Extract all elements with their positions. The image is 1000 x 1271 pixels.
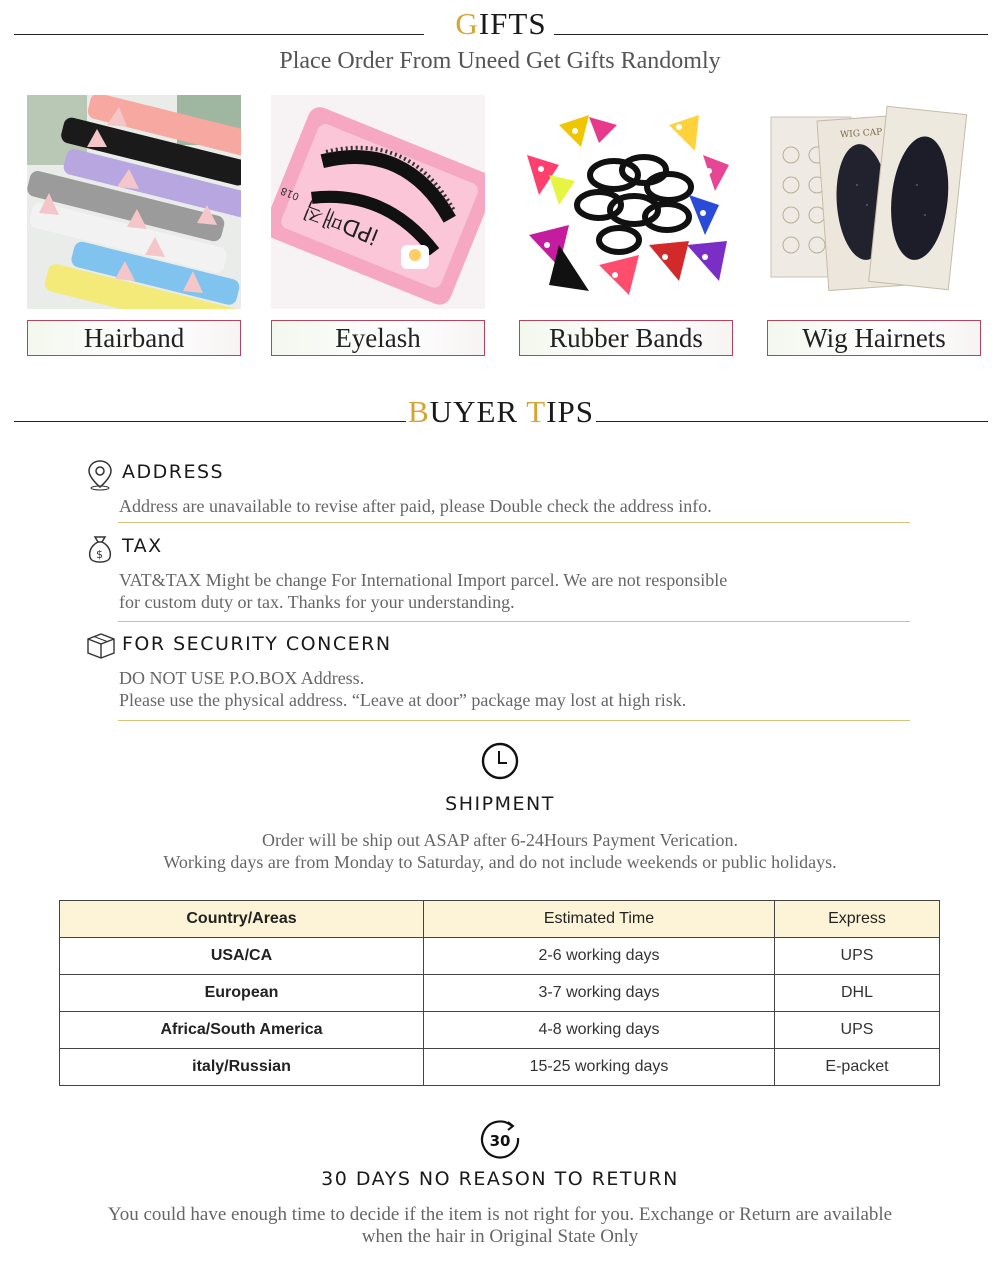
- buyer-tips-title: BUYER TIPS: [407, 394, 594, 429]
- cell-express: UPS: [775, 938, 940, 975]
- svg-text:30: 30: [489, 1132, 511, 1150]
- table-header-row: [60, 901, 940, 938]
- clock-icon: [0, 741, 1000, 783]
- thirty-day-return-icon: [0, 1118, 1000, 1162]
- shipment-text: Order will be ship out ASAP after 6-24Hours Payment Verication. Working days are from Monday to Saturday, and do not include weekends or public holidays.: [163, 830, 837, 872]
- cell-country: Africa/South America: [60, 1012, 424, 1049]
- svg-text:iPD매직: iPD매직: [299, 195, 383, 249]
- buyer-tips-heading: [14, 394, 988, 434]
- tip-body: DO NOT USE P.O.BOX Address. Please use the physical address. “Leave at door” package may lost at high risk.: [119, 668, 687, 710]
- cell-express: E-packet: [775, 1049, 940, 1086]
- cell-time: 2-6 working days: [424, 938, 775, 975]
- wig-hairnets-photo: [767, 95, 981, 309]
- table-row: [60, 1049, 940, 1086]
- tip-title: FOR SECURITY CONCERN: [122, 633, 392, 655]
- shipment-section: [0, 741, 1000, 873]
- returns-section: [0, 1118, 1000, 1248]
- eyelash-photo: [271, 95, 485, 309]
- gifts-heading: [14, 6, 988, 46]
- header-express: Express: [775, 901, 940, 938]
- gift-label-eyelash: Eyelash: [271, 320, 485, 356]
- svg-text:$: $: [96, 548, 103, 561]
- tip-tax: [86, 533, 916, 628]
- table-row: [60, 1012, 940, 1049]
- tip-divider: [118, 522, 910, 523]
- cell-time: 3-7 working days: [424, 975, 775, 1012]
- table-row: [60, 975, 940, 1012]
- hairband-photo: [27, 95, 241, 309]
- gifts-title: GIFTS: [455, 6, 547, 41]
- cell-country: USA/CA: [60, 938, 424, 975]
- shipping-table: [59, 900, 940, 1086]
- package-box-icon: [86, 631, 114, 661]
- rubber-bands-photo: [519, 95, 733, 309]
- cell-country: European: [60, 975, 424, 1012]
- gift-card-eyelash: [271, 95, 485, 357]
- cell-express: DHL: [775, 975, 940, 1012]
- cell-time: 4-8 working days: [424, 1012, 775, 1049]
- money-bag-icon: [86, 533, 114, 563]
- cell-country: italy/Russian: [60, 1049, 424, 1086]
- shipment-title: SHIPMENT: [445, 793, 555, 815]
- location-pin-icon: [86, 459, 114, 489]
- cell-express: UPS: [775, 1012, 940, 1049]
- header-country: Country/Areas: [60, 901, 424, 938]
- gift-label-rubber-bands: Rubber Bands: [519, 320, 733, 356]
- tip-divider: [118, 621, 910, 622]
- returns-title: 30 DAYS NO REASON TO RETURN: [321, 1168, 679, 1190]
- gift-card-hairband: [27, 95, 241, 357]
- tip-address: [86, 459, 916, 529]
- gift-label-wig-hairnets: Wig Hairnets: [767, 320, 981, 356]
- tip-title: TAX: [122, 535, 163, 557]
- tip-security: [86, 631, 916, 726]
- gift-label-hairband: Hairband: [27, 320, 241, 356]
- cell-time: 15-25 working days: [424, 1049, 775, 1086]
- svg-text:018: 018: [279, 184, 302, 202]
- table-row: [60, 938, 940, 975]
- tip-title: ADDRESS: [122, 461, 225, 483]
- svg-text:WIG CAP: WIG CAP: [839, 127, 883, 141]
- tip-body: Address are unavailable to revise after paid, please Double check the address info.: [119, 496, 712, 516]
- header-estimated-time: Estimated Time: [424, 901, 775, 938]
- tip-body: VAT&TAX Might be change For International Import parcel. We are not responsible for custom duty or tax. Thanks for your understanding.: [119, 570, 728, 612]
- returns-text: You could have enough time to decide if the item is not right for you. Exchange or Return are available when the hair in Original State Only: [107, 1204, 893, 1247]
- gift-card-wig-hairnets: [767, 95, 981, 357]
- tip-divider: [118, 720, 910, 721]
- gift-card-rubber-bands: [519, 95, 733, 357]
- gifts-subtitle: Place Order From Uneed Get Gifts Randomly: [279, 48, 721, 74]
